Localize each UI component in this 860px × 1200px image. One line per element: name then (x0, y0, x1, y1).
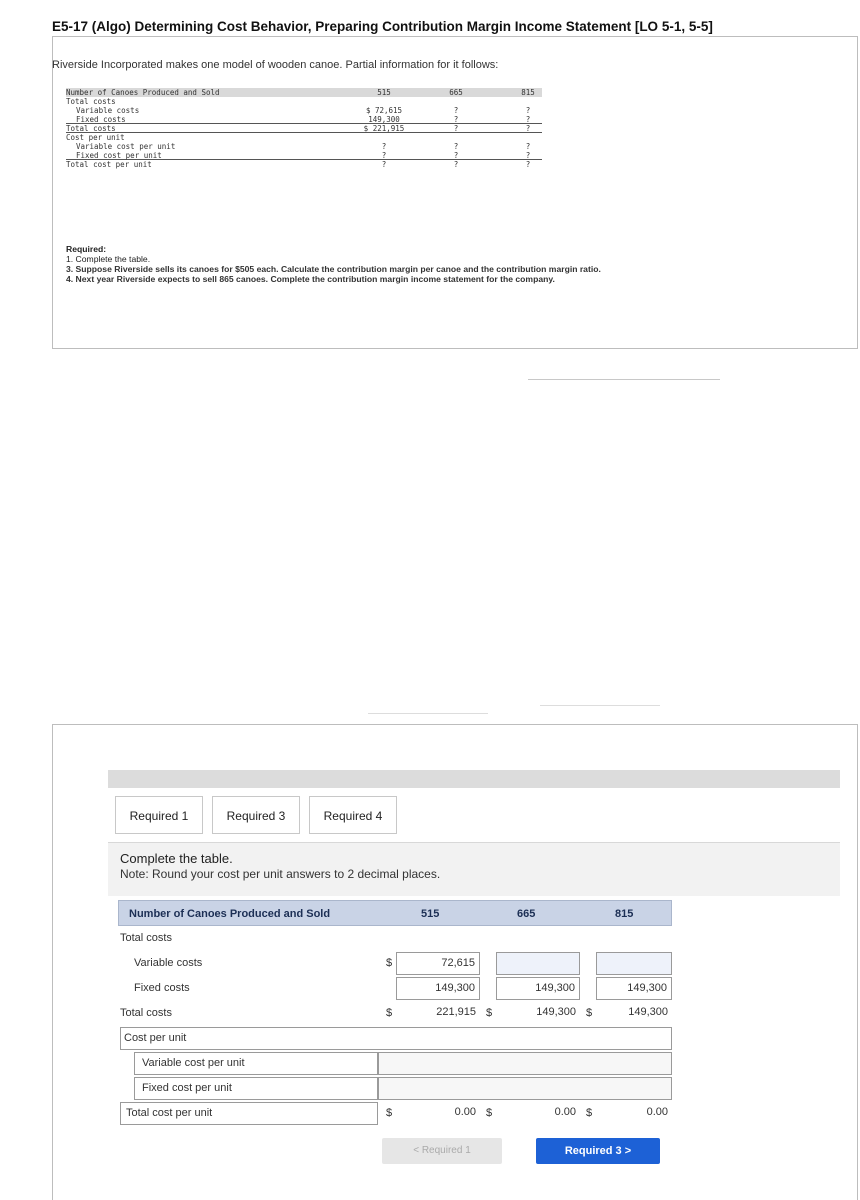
scan-line (528, 379, 720, 380)
variable-costs-665-input[interactable] (496, 952, 580, 975)
info-row (66, 106, 542, 115)
required-item: 1. Complete the table. (66, 254, 151, 264)
total-cost-per-unit-815: 0.00 (646, 1106, 668, 1118)
answer-table (118, 900, 672, 1126)
prev-required-button[interactable]: < Required 1 (382, 1138, 502, 1164)
row-label: Fixed costs (134, 982, 190, 994)
tab-required-4[interactable]: Required 4 (309, 796, 397, 834)
fixed-cost-per-unit-inputs[interactable] (378, 1077, 672, 1100)
info-cell: ? (525, 151, 531, 160)
info-row-label: Total cost per unit (66, 160, 152, 169)
table-row (118, 1101, 672, 1126)
info-cell: ? (381, 160, 387, 169)
table-row (118, 1026, 672, 1051)
info-row-label: Fixed cost per unit (76, 151, 162, 160)
table-row (118, 951, 672, 976)
required-item: 4. Next year Riverside expects to sell 865 canoes. Complete the contribution margin income statement for the company. (66, 274, 555, 284)
info-cell: ? (525, 115, 531, 124)
instructions-line-1: Complete the table. (120, 851, 233, 866)
table-row (118, 1051, 672, 1076)
info-cell: ? (453, 142, 459, 151)
answer-table-header (118, 900, 672, 926)
total-costs-515-value: 221,915 (436, 1006, 476, 1018)
scan-line (540, 705, 660, 706)
fixed-costs-515-input[interactable]: 149,300 (396, 977, 480, 1000)
info-cell: ? (381, 151, 387, 160)
row-label: Total costs (120, 932, 172, 944)
info-cell: $ 221,915 (363, 124, 405, 133)
info-row-label: Fixed costs (76, 115, 126, 124)
required-section (66, 244, 601, 284)
info-cell: 149,300 (368, 115, 400, 124)
answer-col-665: 665 (517, 908, 536, 920)
row-label: Total costs (120, 1007, 172, 1019)
next-required-button[interactable]: Required 3 > (536, 1138, 660, 1164)
answer-col-515: 515 (421, 908, 440, 920)
tab-required-1[interactable]: Required 1 (115, 796, 203, 834)
info-row (66, 133, 542, 142)
info-row (66, 151, 542, 160)
row-label: Variable costs (134, 957, 203, 969)
instructions-note: Note: Round your cost per unit answers to 2 decimal places. (120, 867, 441, 881)
total-costs-665-value: 149,300 (536, 1006, 576, 1018)
tab-bar-background (108, 770, 840, 788)
row-label: Variable cost per unit (142, 1057, 245, 1069)
problem-intro: Riverside Incorporated makes one model of wooden canoe. Partial information for it follows: (52, 59, 499, 71)
info-row (66, 97, 542, 106)
variable-costs-515-input[interactable]: 72,615 (396, 952, 480, 975)
info-row-label: Variable costs (76, 106, 140, 115)
info-cell: ? (453, 106, 459, 115)
info-cell: $ 72,615 (365, 106, 403, 115)
info-cell: ? (525, 106, 531, 115)
table-row (118, 1076, 672, 1101)
scan-line (368, 713, 488, 714)
info-row-label: Total costs (66, 97, 116, 106)
info-col-515: 515 (377, 88, 391, 97)
answer-col-815: 815 (615, 908, 634, 920)
info-cell: ? (453, 115, 459, 124)
tab-required-3[interactable]: Required 3 (212, 796, 300, 834)
info-row (66, 160, 542, 169)
fixed-costs-665-input[interactable]: 149,300 (496, 977, 580, 1000)
total-costs-815-value: 149,300 (628, 1006, 668, 1018)
required-heading: Required: (66, 244, 107, 254)
info-header-label: Number of Canoes Produced and Sold (66, 88, 220, 97)
dollar-sign: $ (486, 1007, 493, 1019)
answer-header-label: Number of Canoes Produced and Sold (129, 908, 331, 920)
fixed-costs-815-input[interactable]: 149,300 (596, 977, 672, 1000)
table-row (118, 1001, 672, 1026)
info-row-label: Variable cost per unit (76, 142, 176, 151)
dollar-sign: $ (386, 1007, 393, 1019)
info-header-row (66, 88, 542, 97)
info-row (66, 142, 542, 151)
info-col-665: 665 (449, 88, 463, 97)
total-cost-per-unit-515: 0.00 (454, 1106, 476, 1118)
dollar-sign: $ (586, 1007, 593, 1019)
info-col-815: 815 (521, 88, 535, 97)
info-cell: ? (525, 160, 531, 169)
partial-info-table (66, 88, 542, 169)
info-cell: ? (453, 124, 459, 133)
dollar-sign: $ (486, 1107, 493, 1119)
variable-costs-815-input[interactable] (596, 952, 672, 975)
info-row-label: Total costs (66, 124, 116, 133)
dollar-sign: $ (386, 957, 393, 969)
info-cell: ? (525, 142, 531, 151)
problem-card (52, 36, 858, 349)
variable-cost-per-unit-inputs[interactable] (378, 1052, 672, 1075)
table-row (118, 976, 672, 1001)
info-cell: ? (453, 160, 459, 169)
info-cell: ? (381, 142, 387, 151)
total-cost-per-unit-665: 0.00 (554, 1106, 576, 1118)
dollar-sign: $ (386, 1107, 393, 1119)
info-row-label: Cost per unit (66, 133, 125, 142)
info-cell: ? (453, 151, 459, 160)
cost-per-unit-heading-box (120, 1027, 672, 1050)
row-label: Fixed cost per unit (142, 1082, 232, 1094)
info-cell: ? (525, 124, 531, 133)
dollar-sign: $ (586, 1107, 593, 1119)
problem-title: E5-17 (Algo) Determining Cost Behavior, Preparing Contribution Margin Income Statement [LO 5-1, 5-5] (52, 19, 713, 34)
info-row (66, 115, 542, 124)
info-row (66, 124, 542, 133)
row-label: Cost per unit (124, 1032, 187, 1044)
table-row (118, 926, 672, 951)
row-label: Total cost per unit (126, 1107, 213, 1119)
required-item: 3. Suppose Riverside sells its canoes for $505 each. Calculate the contribution margin per canoe and the contribution margin ratio. (66, 264, 601, 274)
